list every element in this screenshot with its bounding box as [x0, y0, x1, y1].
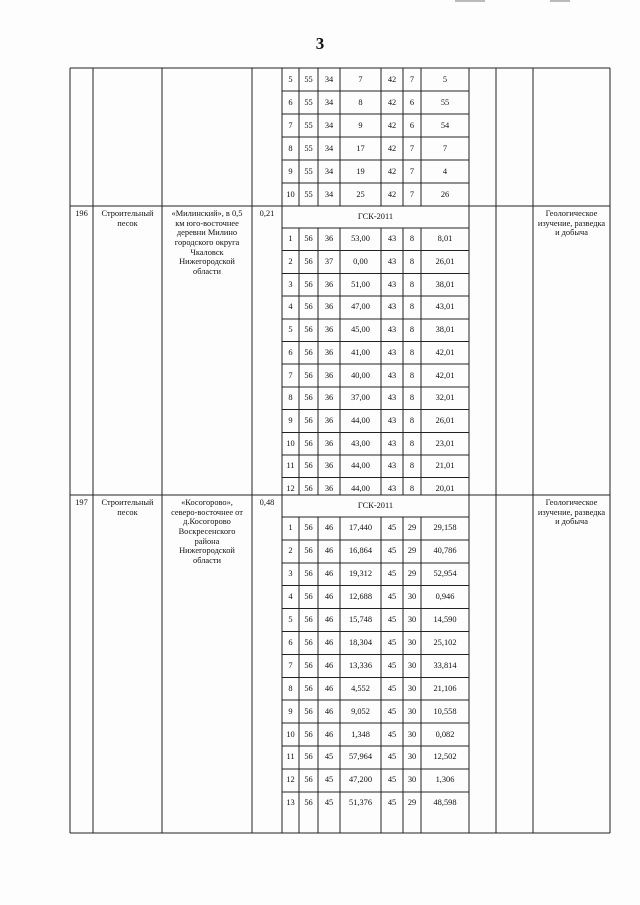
coordinate-cell: 43: [387, 438, 397, 448]
coordinate-cell: 15,748: [348, 615, 373, 625]
coordinate-cell: 42,01: [435, 370, 455, 380]
mineral-type: Строительный песок: [101, 209, 154, 228]
coordinate-cell: 6: [409, 120, 415, 130]
coordinate-cell: 57,964: [348, 752, 373, 762]
coordinate-cell: 7: [288, 370, 293, 380]
coordinate-cell: 56: [304, 729, 313, 739]
coordinate-cell: 30: [407, 615, 417, 625]
coordinate-cell: 45: [324, 775, 334, 785]
coordinate-cell: 36: [324, 302, 334, 312]
coordinate-cell: 40,786: [433, 546, 457, 556]
coordinate-cell: 56: [304, 523, 313, 533]
coordinate-cell: 9: [288, 706, 293, 716]
coordinate-cell: 43: [387, 257, 397, 267]
coordinate-cell: 55: [304, 97, 313, 107]
coordinate-cell: 36: [324, 279, 334, 289]
coordinate-cell: 10,558: [433, 706, 457, 716]
coordinate-cell: 55: [304, 143, 313, 153]
coordinate-cell: 20,01: [435, 484, 455, 494]
coordinate-cell: 36: [324, 393, 334, 403]
coordinate-cell: 45: [387, 729, 397, 739]
coordinate-cell: 5: [288, 615, 293, 625]
coordinate-cell: 5: [288, 74, 293, 84]
coordinate-cell: 43: [387, 279, 397, 289]
deposit-area: 0,48: [259, 498, 275, 507]
coordinate-cell: 37: [324, 257, 334, 267]
coordinate-cell: 21,01: [435, 461, 455, 471]
coordinate-cell: 7: [409, 166, 415, 176]
coordinate-cell: 43: [387, 234, 397, 244]
coordinate-cell: 14,590: [433, 615, 457, 625]
coordinate-cell: 18,304: [348, 637, 373, 647]
coordinate-cell: 42: [387, 143, 397, 153]
coordinate-cell: 37,00: [351, 393, 370, 403]
coordinate-cell: 43: [387, 415, 397, 425]
coordinate-cell: 25: [356, 189, 365, 199]
coordinate-cell: 55: [440, 97, 450, 107]
coordinate-cell: 36: [324, 415, 334, 425]
coordinate-cell: 8: [409, 257, 415, 267]
coordinate-cell: 29: [407, 798, 417, 808]
coordinate-cell: 8: [288, 683, 293, 693]
coordinate-cell: 56: [304, 461, 313, 471]
coordinate-cell: 10: [286, 189, 295, 199]
coordinate-cell: 46: [324, 569, 334, 579]
coordinate-cell: 45: [387, 660, 397, 670]
coordinate-cell: 8: [409, 484, 415, 494]
coordinate-cell: 30: [407, 683, 417, 693]
coordinate-cell: 43: [387, 347, 397, 357]
coordinate-cell: 46: [324, 729, 334, 739]
coordinate-cell: 29: [407, 569, 417, 579]
coordinate-cell: 54: [440, 120, 450, 130]
coordinate-cell: 11: [286, 752, 295, 762]
coordinate-cell: 56: [304, 775, 313, 785]
coordinate-cell: 13,336: [348, 660, 373, 670]
coordinate-cell: 12,502: [433, 752, 457, 762]
coordinate-cell: 56: [304, 393, 313, 403]
coordinate-cell: 55: [304, 74, 313, 84]
coordinate-cell: 36: [324, 461, 334, 471]
coordinate-cell: 56: [304, 752, 313, 762]
coordinate-cell: 44,00: [351, 484, 370, 494]
coordinate-cell: 4: [288, 302, 293, 312]
coordinate-cell: 56: [304, 546, 313, 556]
coordinate-cell: 26: [440, 189, 450, 199]
coordinate-cell: 56: [304, 257, 313, 267]
coordinate-cell: 7: [288, 660, 293, 670]
deposit-number: 197: [75, 498, 88, 507]
coordinate-cell: 8: [409, 461, 415, 471]
coordinate-cell: 33,814: [433, 660, 457, 670]
coordinate-cell: 51,00: [351, 279, 370, 289]
coordinate-cell: 43: [387, 393, 397, 403]
coordinate-cell: 34: [324, 120, 334, 130]
coordinate-cell: 56: [304, 370, 313, 380]
coordinate-cell: 46: [324, 706, 334, 716]
coordinate-cell: 45: [387, 706, 397, 716]
coordinate-cell: 45: [387, 523, 397, 533]
coordinate-cell: 7: [288, 120, 293, 130]
coordinate-cell: 8: [409, 234, 415, 244]
coordinate-cell: 6: [288, 637, 293, 647]
coordinate-cell: 8: [409, 302, 415, 312]
coordinate-cell: 30: [407, 660, 417, 670]
coordinate-cell: 9: [288, 166, 293, 176]
coordinate-cell: 42: [387, 74, 397, 84]
coordinate-cell: 8: [409, 438, 415, 448]
coordinate-cell: 56: [304, 415, 313, 425]
coordinate-cell: 42,01: [435, 347, 455, 357]
coordinate-cell: 1,306: [435, 775, 455, 785]
coordinate-cell: 47,200: [348, 775, 373, 785]
coordinate-cell: 8: [358, 97, 363, 107]
coordinate-cell: 7: [409, 143, 415, 153]
coordinate-cell: 19: [356, 166, 365, 176]
coordinate-cell: 29: [407, 546, 417, 556]
coordinate-cell: 8: [288, 143, 293, 153]
coordinate-cell: 10: [286, 729, 295, 739]
coordinate-cell: 46: [324, 660, 334, 670]
coordinate-cell: 12: [286, 775, 295, 785]
coordinate-cell: 56: [304, 660, 313, 670]
coordinate-cell: 29: [407, 523, 417, 533]
usage-purpose: Геологическое изучение, разведка и добыча: [537, 209, 606, 238]
coordinate-cell: 30: [407, 752, 417, 762]
coordinate-cell: 45: [387, 798, 397, 808]
coordinate-cell: 8,01: [437, 234, 453, 244]
coordinate-cell: 44,00: [351, 415, 370, 425]
coordinate-cell: 56: [304, 615, 313, 625]
coordinate-cell: 42: [387, 166, 397, 176]
page-number: 3: [315, 34, 325, 53]
mineral-type: Строительный песок: [101, 498, 154, 517]
coordinate-cell: 30: [407, 775, 417, 785]
coordinate-cell: 21,106: [433, 683, 457, 693]
coordinate-cell: 36: [324, 325, 334, 335]
coordinate-cell: 7: [358, 74, 363, 84]
coordinate-cell: 45: [387, 569, 397, 579]
coordinate-cell: 43: [387, 461, 397, 471]
coordinate-cell: 34: [324, 74, 334, 84]
coordinate-cell: 46: [324, 523, 334, 533]
coordinate-cell: 36: [324, 370, 334, 380]
coordinate-cell: 48,598: [433, 798, 457, 808]
coordinate-cell: 47,00: [351, 302, 370, 312]
coordinate-cell: 0,082: [435, 729, 455, 739]
coordinate-cell: 56: [304, 798, 313, 808]
coordinate-cell: 8: [409, 347, 415, 357]
coordinate-cell: 10: [286, 438, 295, 448]
coordinate-cell: 8: [409, 415, 415, 425]
coordinate-cell: 2: [288, 257, 293, 267]
coordinate-cell: 38,01: [435, 325, 455, 335]
coordinate-cell: 55: [304, 120, 313, 130]
coordinate-cell: 8: [409, 393, 415, 403]
coordinate-cell: 3: [288, 279, 293, 289]
coordinate-cell: 25,102: [433, 637, 457, 647]
coordinate-cell: 2: [288, 546, 293, 556]
coordinate-cell: 30: [407, 706, 417, 716]
coordinate-cell: 45: [324, 752, 334, 762]
coordinate-cell: 8: [288, 393, 293, 403]
coordinate-cell: 36: [324, 484, 334, 494]
coordinate-cell: 45: [324, 798, 334, 808]
coordinate-cell: 26,01: [435, 257, 455, 267]
coordinate-cell: 7: [409, 189, 415, 199]
coordinate-cell: 45: [387, 683, 397, 693]
coordinate-cell: 23,01: [435, 438, 455, 448]
coordinate-cell: 5: [288, 325, 293, 335]
coordinate-cell: 56: [304, 302, 313, 312]
coordinate-cell: 56: [304, 234, 313, 244]
coordinate-cell: 4: [442, 166, 448, 176]
coordinate-cell: 1: [288, 523, 293, 533]
coordinate-cell: 17: [356, 143, 365, 153]
coordinate-cell: 41,00: [351, 347, 370, 357]
coordinate-cell: 51,376: [348, 798, 373, 808]
coordinate-cell: 56: [304, 325, 313, 335]
coordinate-cell: 46: [324, 615, 334, 625]
coordinate-cell: 36: [324, 347, 334, 357]
coordinate-cell: 0,946: [435, 592, 455, 602]
coordinate-cell: 43: [387, 370, 397, 380]
coordinate-cell: 56: [304, 347, 313, 357]
coordinate-cell: 19,312: [348, 569, 373, 579]
coordinate-cell: 7: [442, 143, 448, 153]
coordinate-cell: 29,158: [433, 523, 457, 533]
coordinate-cell: 45: [387, 752, 397, 762]
coordinate-cell: 43: [387, 325, 397, 335]
coordinate-cell: 55: [304, 189, 313, 199]
coordinate-cell: 36: [324, 438, 334, 448]
coordinate-cell: 8: [409, 370, 415, 380]
coordinate-cell: 13: [286, 798, 295, 808]
coordinate-cell: 30: [407, 637, 417, 647]
coordinate-cell: 56: [304, 683, 313, 693]
coordinate-cell: 45: [387, 615, 397, 625]
coordinate-cell: 56: [304, 279, 313, 289]
coordinate-cell: 56: [304, 592, 313, 602]
coordinate-cell: 0,00: [353, 257, 368, 267]
coordinate-cell: 44,00: [351, 461, 370, 471]
coordinate-cell: 9: [288, 415, 293, 425]
coordinate-cell: 12,688: [348, 592, 373, 602]
coordinate-cell: 40,00: [351, 370, 370, 380]
coordinate-cell: 43,01: [435, 302, 455, 312]
coordinate-cell: 6: [409, 97, 415, 107]
coordinate-cell: 30: [407, 729, 417, 739]
coordinate-cell: 36: [324, 234, 334, 244]
coordinate-cell: 34: [324, 143, 334, 153]
coordinate-cell: 45: [387, 637, 397, 647]
coordinate-cell: 34: [324, 97, 334, 107]
coordinate-cell: 56: [304, 637, 313, 647]
coordinate-cell: 42: [387, 97, 397, 107]
coordinate-cell: 6: [288, 347, 293, 357]
coordinate-cell: 56: [304, 484, 313, 494]
coordinate-cell: 55: [304, 166, 313, 176]
coordinate-cell: 43: [387, 302, 397, 312]
deposit-area: 0,21: [259, 209, 275, 218]
coordinate-cell: 46: [324, 592, 334, 602]
coordinate-cell: 12: [286, 484, 295, 494]
coordinate-cell: 8: [409, 325, 415, 335]
coordinate-cell: 3: [288, 569, 293, 579]
coordinate-cell: 46: [324, 546, 334, 556]
coordinate-cell: 34: [324, 166, 334, 176]
coordinate-cell: 4,552: [351, 683, 370, 693]
coordinate-cell: 4: [288, 592, 293, 602]
coordinate-cell: 38,01: [435, 279, 455, 289]
coordinate-cell: 17,440: [348, 523, 373, 533]
coordinate-cell: 9,052: [351, 706, 370, 716]
coordinate-cell: 34: [324, 189, 334, 199]
coordinate-cell: 52,954: [433, 569, 457, 579]
coordinate-cell: 45: [387, 546, 397, 556]
coordinate-cell: 53,00: [351, 234, 370, 244]
coordinate-cell: 56: [304, 438, 313, 448]
coordinate-cell: 42: [387, 120, 397, 130]
coordinate-cell: 1: [288, 234, 293, 244]
coordinate-cell: 1,348: [351, 729, 370, 739]
coordinate-cell: 46: [324, 683, 334, 693]
coordinate-cell: 45: [387, 775, 397, 785]
coordinate-cell: 42: [387, 189, 397, 199]
coordinate-cell: 56: [304, 706, 313, 716]
coordinate-system: ГСК-2011: [357, 501, 394, 510]
coordinate-cell: 9: [358, 120, 363, 130]
coordinate-cell: 5: [442, 74, 448, 84]
deposit-location: «Косогорово», северо-восточнее от д.Косогорово Воскресенского района Нижегородской области: [171, 498, 243, 565]
coordinate-cell: 43: [387, 484, 397, 494]
usage-purpose: Геологическое изучение, разведка и добыча: [537, 498, 606, 527]
coordinate-cell: 7: [409, 74, 415, 84]
coordinate-cell: 45,00: [351, 325, 370, 335]
deposit-location: «Милинский», в 0,5 км юго-восточнее деревни Милино городского округа Чкаловск Нижегородской области: [171, 209, 243, 276]
coordinate-cell: 16,864: [348, 546, 373, 556]
coordinate-cell: 56: [304, 569, 313, 579]
coordinate-system: ГСК-2011: [357, 212, 394, 221]
coordinate-cell: 43,00: [351, 438, 370, 448]
coordinate-cell: 26,01: [435, 415, 455, 425]
coordinate-cell: 11: [286, 461, 295, 471]
deposit-number: 196: [75, 209, 88, 218]
coordinate-cell: 46: [324, 637, 334, 647]
coordinate-cell: 32,01: [435, 393, 455, 403]
coordinate-cell: 30: [407, 592, 417, 602]
coordinate-cell: 8: [409, 279, 415, 289]
coordinate-cell: 6: [288, 97, 293, 107]
coordinate-cell: 45: [387, 592, 397, 602]
